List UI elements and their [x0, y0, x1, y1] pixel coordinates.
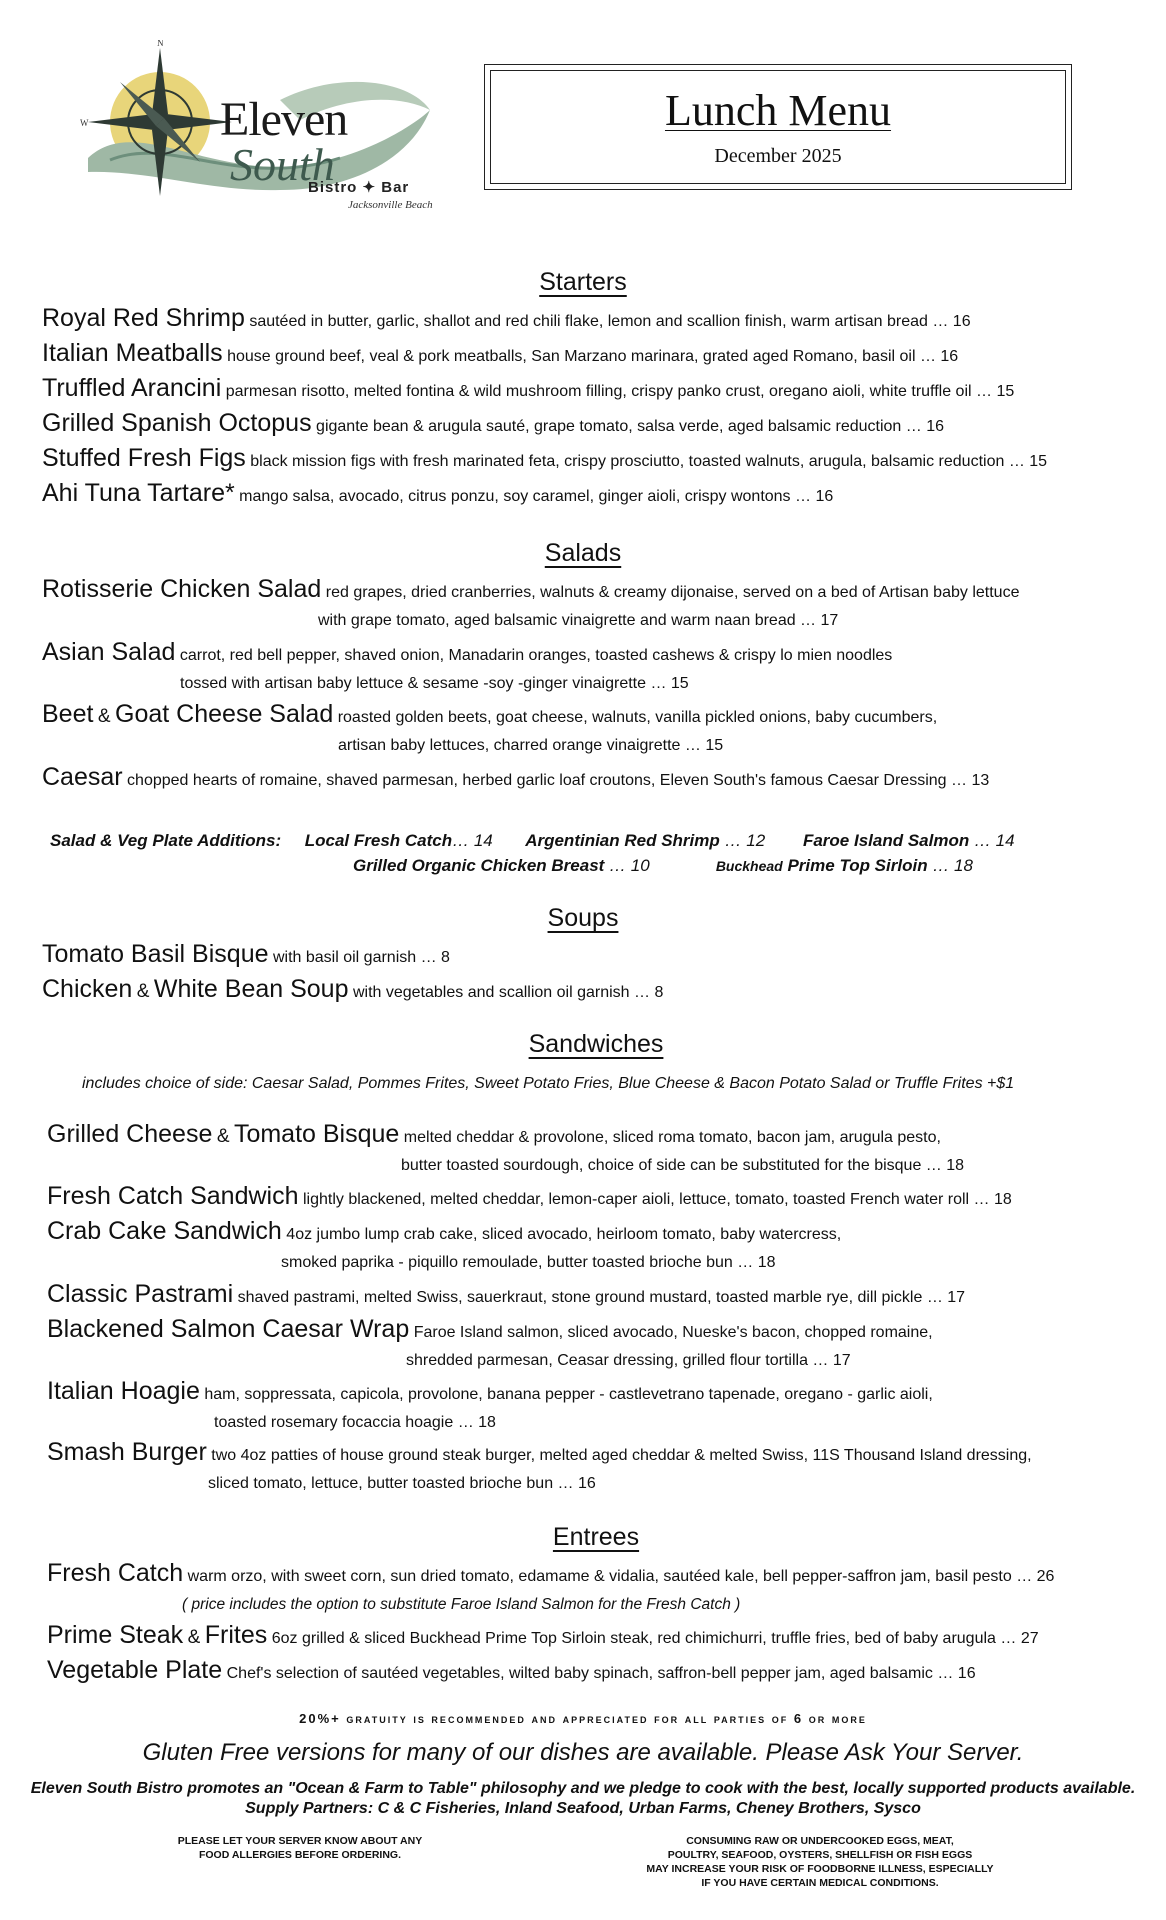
item-description: Chef's selection of sautéed vegetables, wilted baby spinach, saffron-bell pepper jam, aged balsamic … 16	[226, 1665, 976, 1682]
logo-location: Jacksonville Beach	[348, 199, 433, 211]
menu-item	[42, 409, 944, 438]
item-description: with basil oil garnish … 8	[272, 949, 450, 966]
ampersand: &	[97, 706, 111, 727]
item-description: carrot, red bell pepper, shaved onion, Manadarin oranges, toasted cashews & crispy lo mien noodles	[179, 647, 893, 664]
item-name: Vegetable Plate	[47, 1656, 223, 1684]
item-name: Smash Burger	[47, 1438, 207, 1466]
warning-line: MAY INCREASE YOUR RISK OF FOODBORNE ILLNESS, ESPECIALLY	[646, 1863, 994, 1875]
allergy-line: PLEASE LET YOUR SERVER KNOW ABOUT ANY	[177, 1835, 423, 1847]
item-description: chopped hearts of romaine, shaved parmesan, herbed garlic loaf croutons, Eleven South's famous Caesar Dressing … 13	[127, 772, 990, 789]
addition-name-prefix: Buckhead	[715, 858, 783, 874]
section-heading-soups: Soups	[547, 904, 619, 932]
item-name: Stuffed Fresh Figs	[42, 444, 246, 472]
item-description: sautéed in butter, garlic, shallot and red chili flake, lemon and scallion finish, warm artisan bread … 16	[249, 313, 971, 330]
section-heading-salads: Salads	[544, 539, 622, 567]
section-heading-starters: Starters	[539, 268, 627, 296]
item-description: black mission figs with fresh marinated feta, crispy prosciutto, toasted walnuts, arugula, balsamic reduction … 15	[250, 453, 1048, 470]
menu-item	[42, 940, 450, 969]
addition-name: Grilled Organic Chicken Breast	[353, 856, 605, 875]
item-name: Grilled Cheese	[47, 1120, 213, 1148]
allergy-notice	[150, 1834, 450, 1862]
ampersand: &	[187, 1627, 201, 1648]
item-name: Goat Cheese Salad	[115, 700, 334, 728]
item-description-continued: butter toasted sourdough, choice of side can be substituted for the bisque … 18	[401, 1157, 965, 1174]
item-description: ham, soppressata, capicola, provolone, banana pepper - castlevetrano tapenade, oregano - garlic aioli,	[204, 1386, 933, 1403]
menu-date: December 2025	[714, 145, 842, 167]
item-description: 4oz jumbo lump crab cake, sliced avocado, heirloom tomato, baby watercress,	[286, 1226, 842, 1243]
item-name: Classic Pastrami	[47, 1280, 234, 1308]
menu-item	[47, 1438, 1032, 1467]
item-description-continued: tossed with artisan baby lettuce & sesame -soy -ginger vinaigrette … 15	[180, 675, 689, 692]
salad-additions-row-2	[353, 856, 973, 876]
item-name: Chicken	[42, 975, 133, 1003]
item-name: Tomato Bisque	[233, 1120, 400, 1148]
supply-partners: Supply Partners: C & C Fisheries, Inland Seafood, Urban Farms, Cheney Brothers, Sysco	[245, 1800, 921, 1817]
item-description: mango salsa, avocado, citrus ponzu, soy caramel, ginger aioli, crispy wontons … 16	[239, 488, 834, 505]
logo-name: Eleven	[220, 93, 348, 146]
section-heading-entrees: Entrees	[552, 1523, 640, 1551]
item-description: warm orzo, with sweet corn, sun dried tomato, edamame & vidalia, sautéed kale, bell pepper-saffron jam, basil pesto … 26	[187, 1568, 1055, 1585]
item-description-continued: smoked paprika - piquillo remoulade, butter toasted brioche bun … 18	[281, 1254, 776, 1271]
item-description-continued: toasted rosemary focaccia hoagie … 18	[214, 1414, 496, 1431]
allergy-line: FOOD ALLERGIES BEFORE ORDERING.	[198, 1849, 402, 1861]
item-name: Royal Red Shrimp	[42, 304, 245, 332]
item-description: parmesan risotto, melted fontina & wild mushroom filling, crispy panko crust, oregano aioli, white truffle oil … 15	[225, 383, 1015, 400]
item-name: Ahi Tuna Tartare*	[42, 479, 235, 507]
additions-label: Salad & Veg Plate Additions:	[50, 831, 282, 850]
menu-item	[42, 575, 1019, 604]
item-name: Rotisserie Chicken Salad	[42, 575, 322, 603]
menu-title-box	[484, 64, 1072, 190]
addition-price: … 14	[973, 831, 1015, 850]
warning-line: POULTRY, SEAFOOD, OYSTERS, SHELLFISH OR FISH EGGS	[667, 1849, 973, 1861]
item-name: Beet	[42, 700, 94, 728]
ampersand: &	[216, 1126, 230, 1147]
item-description: melted cheddar & provolone, sliced roma tomato, bacon jam, arugula pesto,	[403, 1129, 941, 1146]
ampersand: &	[136, 981, 150, 1002]
warning-line: IF YOU HAVE CERTAIN MEDICAL CONDITIONS.	[701, 1877, 939, 1889]
item-description-continued: ( price includes the option to substitute Faroe Island Salmon for the Fresh Catch )	[182, 1596, 741, 1613]
svg-text:W: W	[80, 118, 89, 128]
item-name: Grilled Spanish Octopus	[42, 409, 312, 437]
item-description: roasted golden beets, goat cheese, walnuts, vanilla pickled onions, baby cucumbers,	[337, 709, 938, 726]
menu-item	[42, 444, 1047, 473]
menu-item	[47, 1182, 1012, 1211]
item-name: Tomato Basil Bisque	[42, 940, 269, 968]
item-description: two 4oz patties of house ground steak burger, melted aged cheddar & melted Swiss, 11S Thousand Island dressing,	[211, 1447, 1032, 1464]
menu-item	[42, 339, 958, 368]
item-name: Italian Hoagie	[47, 1377, 200, 1405]
item-description: with vegetables and scallion oil garnish … 8	[352, 984, 664, 1001]
menu-item	[47, 1656, 976, 1685]
logo-south: South	[230, 139, 335, 190]
addition-price: … 14	[452, 831, 493, 850]
gratuity-note: 20%+ gratuity is recommended and appreciated for all parties of 6 or more	[299, 1711, 867, 1726]
menu-item	[47, 1217, 841, 1246]
philosophy-statement: Eleven South Bistro promotes an "Ocean & Farm to Table" philosophy and we pledge to cook with the best, locally supported products available.	[30, 1780, 1136, 1797]
item-description-continued: sliced tomato, lettuce, butter toasted brioche bun … 16	[208, 1475, 596, 1492]
item-description: lightly blackened, melted cheddar, lemon-caper aioli, lettuce, tomato, toasted French water roll … 18	[302, 1191, 1012, 1208]
item-name: Truffled Arancini	[42, 374, 222, 402]
menu-item	[42, 975, 663, 1004]
item-description: shaved pastrami, melted Swiss, sauerkraut, stone ground mustard, toasted marble rye, dill pickle … 17	[237, 1289, 966, 1306]
gluten-free-note: Gluten Free versions for many of our dishes are available. Please Ask Your Server.	[142, 1739, 1024, 1766]
item-description-continued: with grape tomato, aged balsamic vinaigrette and warm naan bread … 17	[318, 612, 839, 629]
addition-name: Argentinian Red Shrimp	[525, 831, 720, 850]
item-name: Fresh Catch Sandwich	[47, 1182, 299, 1210]
item-name: White Bean Soup	[153, 975, 349, 1003]
menu-item	[47, 1377, 933, 1406]
item-description: Faroe Island salmon, sliced avocado, Nueske's bacon, chopped romaine,	[413, 1324, 933, 1341]
sandwich-side-note: includes choice of side: Caesar Salad, Pommes Frites, Sweet Potato Fries, Blue Cheese & Bacon Potato Salad or Truffle Frites +$1	[82, 1075, 1015, 1092]
warning-line: CONSUMING RAW OR UNDERCOOKED EGGS, MEAT,	[686, 1835, 954, 1847]
item-name: Crab Cake Sandwich	[47, 1217, 282, 1245]
restaurant-logo	[80, 40, 450, 220]
menu-item	[42, 763, 989, 792]
item-description: 6oz grilled & sliced Buckhead Prime Top Sirloin steak, red chimichurri, truffle fries, bed of baby arugula … 27	[271, 1630, 1039, 1647]
item-name: Prime Steak	[47, 1621, 184, 1649]
addition-name: Prime Top Sirloin	[787, 856, 928, 875]
item-description-continued: shredded parmesan, Ceasar dressing, grilled flour tortilla … 17	[406, 1352, 851, 1369]
raw-food-warning	[600, 1834, 1040, 1890]
addition-name: Faroe Island Salmon	[802, 831, 970, 850]
addition-price: … 12	[724, 831, 766, 850]
addition-name: Local Fresh Catch	[304, 831, 453, 850]
item-name: Asian Salad	[42, 638, 176, 666]
section-heading-sandwiches: Sandwiches	[528, 1030, 664, 1058]
menu-item	[42, 638, 892, 667]
menu-item	[42, 304, 971, 333]
menu-item	[47, 1559, 1054, 1588]
menu-item	[47, 1621, 1039, 1650]
svg-text:N: N	[157, 40, 164, 48]
menu-item	[47, 1315, 933, 1344]
item-description: red grapes, dried cranberries, walnuts & creamy dijonaise, served on a bed of Artisan baby lettuce	[325, 584, 1020, 601]
item-name: Blackened Salmon Caesar Wrap	[47, 1315, 410, 1343]
menu-item	[42, 700, 937, 729]
item-name: Fresh Catch	[47, 1559, 184, 1587]
item-description-continued: artisan baby lettuces, charred orange vinaigrette … 15	[338, 737, 724, 754]
addition-price: … 18	[932, 856, 973, 875]
item-name: Caesar	[42, 763, 123, 791]
menu-item	[47, 1120, 941, 1149]
addition-price: … 10	[609, 856, 650, 875]
menu-item	[42, 374, 1014, 403]
item-description: house ground beef, veal & pork meatballs, San Marzano marinara, grated aged Romano, basil oil … 16	[227, 348, 959, 365]
item-name: Italian Meatballs	[42, 339, 223, 367]
item-description: gigante bean & arugula sauté, grape tomato, salsa verde, aged balsamic reduction … 16	[316, 418, 944, 435]
menu-item	[47, 1280, 965, 1309]
menu-item	[42, 479, 833, 508]
page-title: Lunch Menu	[664, 86, 892, 135]
logo-bistro-bar: Bistro ✦ Bar	[308, 179, 410, 196]
item-name: Frites	[204, 1621, 268, 1649]
salad-additions-row-1	[50, 831, 1015, 851]
